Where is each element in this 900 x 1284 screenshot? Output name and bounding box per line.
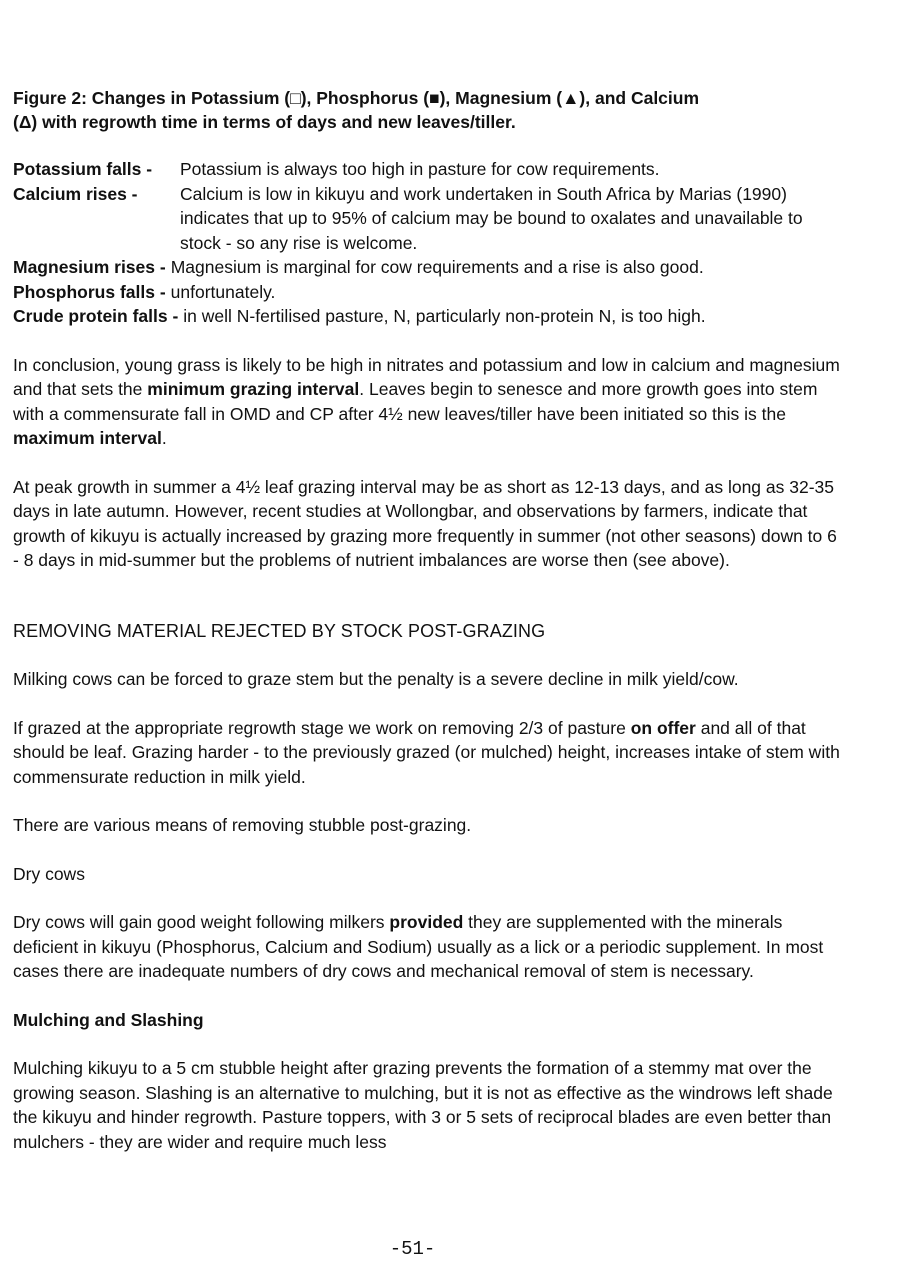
mulching-paragraph: Mulching kikuyu to a 5 cm stubble height after grazing prevents the formation of a stemmy mat over the growing season. Slashing is an alternative to mulching, but it is not as effective as the windrows left shade the kikuyu and hinder regrowth. Pasture toppers, with 3 or 5 sets of reciprocal blades are even better than mulchers - they are wider and require much less [13, 1058, 833, 1152]
definition-term: Calcium rises - [13, 183, 138, 204]
conclusion-text-2: . Leaves begin to senesce and more growth goes into stem with a commensurate fall in OMD and CP after 4½ new leaves/tiller have been initiated so this is the [13, 379, 818, 424]
conclusion-paragraph [13, 353, 843, 451]
conclusion-text-1: In conclusion, young grass is likely to be high in nitrates and potassium and low in calcium and magnesium and that sets the [13, 354, 840, 399]
grazed-paragraph [13, 716, 843, 790]
definition-potassium [13, 157, 843, 182]
definition-desc: Calcium is low in kikuyu and work undertaken in South Africa by Marias (1990) indicates that up to 95% of calcium may be bound to oxalates and unavailable to stock - so any rise is welcome. [180, 183, 803, 253]
definition-term: Crude protein falls - [13, 306, 179, 326]
nutrient-definitions [13, 157, 843, 329]
peak-growth-paragraph: At peak growth in summer a 4½ leaf grazing interval may be as short as 12-13 days, and as long as 32-35 days in late autumn. However, recent studies at Wollongbar, and observations by farmers, indicate that growth of kikuyu is actually increased by grazing more frequently in summer (not other seasons) down to 6 - 8 days in mid-summer but the problems of nutrient imbalances are worse then (see above). [13, 476, 837, 570]
conclusion-text-3: . [161, 428, 167, 448]
dry-cows-text-1: Dry cows will gain good weight following milkers [13, 912, 390, 932]
definition-desc: unfortunately. [170, 281, 276, 302]
page-number: -51- [389, 1238, 436, 1260]
milking-cows-paragraph: Milking cows can be forced to graze stem but the penalty is a severe decline in milk yield/cow. [13, 669, 739, 689]
grazed-text-1: If grazed at the appropriate regrowth stage we work on removing 2/3 of pasture [13, 717, 631, 738]
definition-desc: Magnesium is marginal for cow requirements and a rise is also good. [170, 257, 704, 277]
definition-crude-protein [13, 304, 843, 329]
definition-desc: Potassium is always too high in pasture for cow requirements. [180, 159, 660, 179]
definition-term: Phosphorus falls - [13, 281, 166, 302]
definition-term: Magnesium rises - [13, 257, 166, 277]
on-offer-emphasis: on offer [630, 717, 696, 738]
minimum-grazing-interval-emphasis: minimum grazing interval [147, 379, 360, 399]
means-paragraph: There are various means of removing stubble post-grazing. [13, 815, 472, 835]
dry-cows-paragraph [13, 910, 843, 984]
figure-caption-line-2: (Δ) with regrowth time in terms of days and new leaves/tiller. [13, 112, 516, 132]
definition-term: Potassium falls - [13, 159, 153, 179]
dry-cows-text-2: they are supplemented with the minerals deficient in kikuyu (Phosphorus, Calcium and Sodium) usually as a lick or a periodic supplement. In most cases there are inadequate numbers of dry cows and mechanical removal of stem is necessary. [13, 912, 824, 981]
mulching-heading: Mulching and Slashing [13, 1009, 204, 1030]
definition-desc: in well N-fertilised pasture, N, particularly non-protein N, is too high. [183, 306, 706, 326]
provided-emphasis: provided [389, 912, 464, 932]
definition-phosphorus [13, 280, 843, 305]
figure-caption [13, 86, 843, 134]
section-heading: REMOVING MATERIAL REJECTED BY STOCK POST-GRAZING [13, 620, 546, 641]
figure-caption-line-1: Figure 2: Changes in Potassium (□), Phosphorus (■), Magnesium (▲), and Calcium [13, 88, 700, 108]
definition-calcium [13, 182, 843, 256]
maximum-interval-emphasis: maximum interval [13, 428, 162, 448]
document-page [13, 86, 843, 1154]
grazed-text-2: and all of that should be leaf. Grazing harder - to the previously grazed (or mulched) height, increases intake of stem with commensurate reduction in milk yield. [13, 717, 840, 787]
dry-cows-heading: Dry cows [13, 863, 85, 884]
definition-magnesium [13, 255, 843, 280]
